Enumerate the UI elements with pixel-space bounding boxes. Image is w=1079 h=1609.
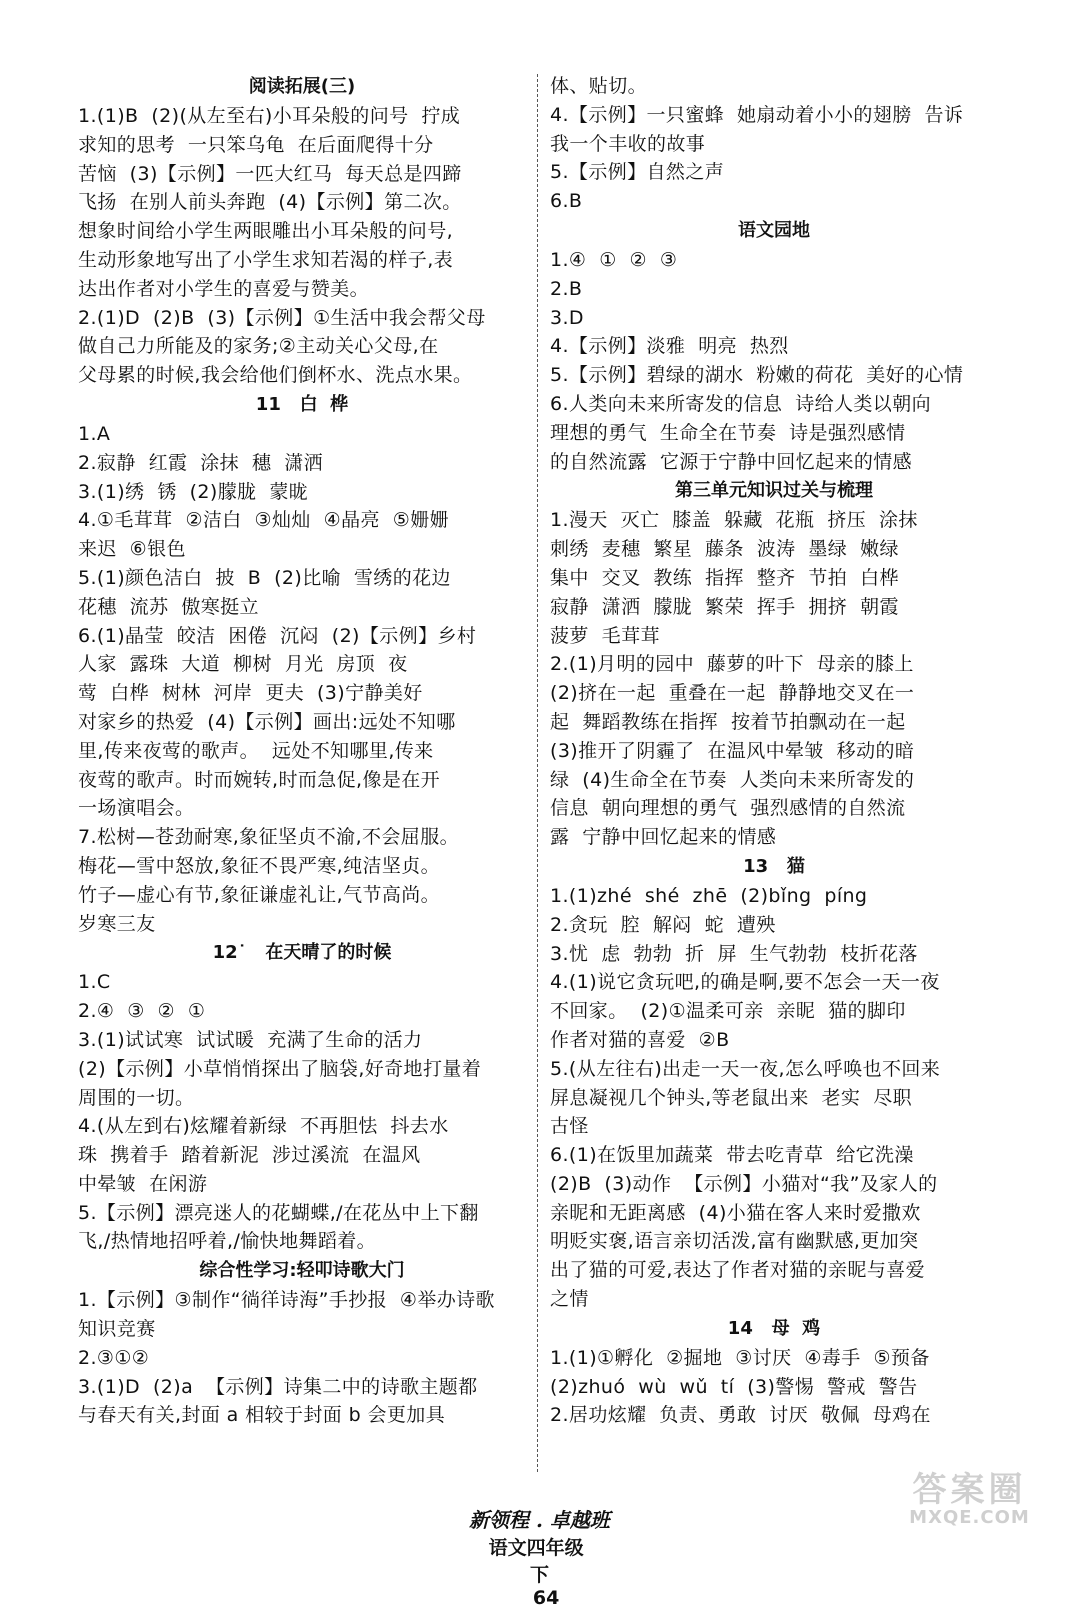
answer-line: 花穗 流苏 傲寒挺立 xyxy=(78,595,259,618)
answer-line: 4.(从左到右)炫耀着新绿 不再胆怯 抖去水 xyxy=(78,1115,449,1138)
answer-line: 3.D xyxy=(550,306,584,329)
answer-line: 我一个丰收的故事 xyxy=(550,132,706,155)
answer-line: (3)推开了阴霾了 在温风中晕皱 移动的暗 xyxy=(550,739,915,762)
answer-line: 中晕皱 在闲游 xyxy=(78,1172,208,1195)
answer-line: 做自己力所能及的家务;②主动关心父母,在 xyxy=(78,335,439,358)
answer-line: 1.(1)zhé shé zhē (2)bǐng píng xyxy=(550,884,868,907)
answer-line: 5.【示例】碧绿的湖水 粉嫩的荷花 美好的心情 xyxy=(550,364,964,387)
answer-line: 菠萝 毛茸茸 xyxy=(550,624,660,647)
answer-line: 飞扬 在别人前头奔跑 (4)【示例】第二次。 xyxy=(78,191,462,214)
answer-line: 3.(1)D (2)a 【示例】诗集二中的诗歌主题都 xyxy=(78,1375,478,1398)
section-heading: 语文园地 xyxy=(738,219,810,241)
answer-line: 6.(1)晶莹 皎洁 困倦 沉闷 (2)【示例】乡村 xyxy=(78,624,477,647)
section-heading: 14 母 鸡 xyxy=(727,1317,821,1339)
answer-line: 3.(1)绣 锈 (2)朦胧 蒙昽 xyxy=(78,480,309,503)
answer-line: 4.【示例】淡雅 明亮 热烈 xyxy=(550,335,789,358)
section-heading: 12˙ 在天晴了的时候 xyxy=(212,942,392,964)
answer-line: 2.贪玩 腔 解闷 蛇 遭殃 xyxy=(550,913,776,936)
left-column xyxy=(78,72,526,1430)
watermark-title: 答案圈 xyxy=(912,1470,1027,1510)
answer-line: 梅花—雪中怒放,象征不畏严寒,纯洁坚贞。 xyxy=(78,854,441,877)
answer-line: (2)【示例】小草悄悄探出了脑袋,好奇地打量着 xyxy=(78,1057,482,1080)
answer-line: 求知的思考 一只笨乌龟 在后面爬得十分 xyxy=(78,133,434,156)
answer-line: 古怪 xyxy=(550,1115,589,1138)
answer-line: 生动形象地写出了小学生求知若渴的样子,表 xyxy=(78,248,454,271)
footer-subject: 语文四年级 xyxy=(488,1537,584,1559)
section-heading: 13 猫 xyxy=(743,855,805,877)
answer-line: 不回家。 (2)①温柔可亲 亲昵 猫的脚印 xyxy=(550,1000,906,1023)
answer-line: 集中 交叉 教练 指挥 整齐 节拍 白桦 xyxy=(550,566,899,589)
answer-line: 寂静 潇洒 朦胧 繁荣 挥手 拥挤 朝霞 xyxy=(550,595,899,618)
answer-line: 绿 (4)生命全在节奏 人类向未来所寄发的 xyxy=(550,768,915,791)
answer-line: 作者对猫的喜爱 ②B xyxy=(550,1028,730,1051)
answer-line: 露 宁静中回忆起来的情感 xyxy=(550,826,777,849)
watermark-logo xyxy=(882,1472,1057,1530)
footer-volume: 下 xyxy=(529,1564,549,1586)
footer-brand: 新领程 . 卓越班 xyxy=(469,1508,610,1532)
answer-line: 2.寂静 红霞 涂抹 穗 潇洒 xyxy=(78,451,324,474)
section-heading: 综合性学习:轻叩诗歌大门 xyxy=(199,1260,405,1282)
answer-line: 1.C xyxy=(78,971,111,994)
section-heading: 阅读拓展(三) xyxy=(248,76,356,97)
answer-line: 知识竞赛 xyxy=(78,1318,156,1341)
answer-line: 1.漫天 灭亡 膝盖 躲藏 花瓶 挤压 涂抹 xyxy=(550,509,918,532)
answer-line: 刺绣 麦穗 繁星 藤条 波涛 墨绿 嫩绿 xyxy=(550,538,899,561)
section-heading: 第三单元知识过关与梳理 xyxy=(675,480,873,502)
answer-line: 1.(1)B (2)(从左至右)小耳朵般的问号 拧成 xyxy=(78,105,461,127)
answer-line: 4.①毛茸茸 ②洁白 ③灿灿 ④晶亮 ⑤姗姗 xyxy=(78,509,450,532)
answer-line: 想象时间给小学生两眼雕出小耳朵般的问号, xyxy=(78,220,454,243)
answer-line: 竹子—虚心有节,象征谦虚礼让,气节高尚。 xyxy=(78,883,441,906)
answer-line: 与春天有关,封面 a 相较于封面 b 会更加具 xyxy=(78,1404,446,1427)
answer-line: (2)zhuó wù wǔ tí (3)警惕 警戒 警告 xyxy=(550,1375,918,1398)
answer-line: 体、贴切。 xyxy=(550,75,648,97)
answer-line: 对家乡的热爱 (4)【示例】画出:远处不知哪 xyxy=(78,710,456,733)
answer-line: 莺 白桦 树林 河岸 更夫 (3)宁静美好 xyxy=(78,682,423,705)
section-heading: 11 白 桦 xyxy=(255,393,349,415)
answer-line: 亲昵和无距离感 (4)小猫在客人来时爱撒欢 xyxy=(550,1201,921,1224)
answer-line: 起 舞蹈教练在指挥 按着节拍飘动在一起 xyxy=(550,710,906,733)
answer-line: 6.(1)在饭里加蔬菜 带去吃青草 给它洗澡 xyxy=(550,1144,914,1167)
answer-line: 一场演唱会。 xyxy=(78,797,195,820)
answer-line: 6.B xyxy=(550,190,583,213)
answer-line: 2.B xyxy=(550,277,583,300)
answer-line: 4.【示例】一只蜜蜂 她扇动着小小的翅膀 告诉 xyxy=(550,103,964,126)
answer-line: 信息 朝向理想的勇气 强烈感情的自然流 xyxy=(550,797,906,820)
answer-line: (2)B (3)动作 【示例】小猫对“我”及家人的 xyxy=(550,1172,938,1195)
answer-line: 飞,/热情地招呼着,/愉快地舞蹈着。 xyxy=(78,1230,377,1253)
answer-line: 里,传来夜莺的歌声。 远处不知哪里,传来 xyxy=(78,739,434,762)
answer-line: 1.④ ① ② ③ xyxy=(550,248,678,271)
answer-line: 出了猫的可爱,表达了作者对猫的亲昵与喜爱 xyxy=(550,1259,926,1282)
answer-line: 珠 携着手 踏着新泥 涉过溪流 在温风 xyxy=(78,1144,421,1167)
answer-line: 2.(1)月明的园中 藤萝的叶下 母亲的膝上 xyxy=(550,653,914,676)
answer-line: 5.【示例】自然之声 xyxy=(550,161,725,184)
answer-line: 1.【示例】③制作“徜徉诗海”手抄报 ④举办诗歌 xyxy=(78,1289,495,1312)
answer-line: 5.【示例】漂亮迷人的花蝴蝶,/在花丛中上下翻 xyxy=(78,1201,479,1224)
answer-line: 6.人类向未来所寄发的信息 诗给人类以朝向 xyxy=(550,392,932,415)
answer-line: 5.(从左往右)出走一天一夜,怎么呼唤也不回来 xyxy=(550,1057,941,1080)
answer-line: 1.(1)①孵化 ②掘地 ③讨厌 ④毒手 ⑤预备 xyxy=(550,1346,930,1369)
page-number: 64 xyxy=(532,1587,560,1609)
answer-line: 明贬实褒,语言亲切活泼,富有幽默感,更加突 xyxy=(550,1230,919,1253)
answer-line: 夜莺的歌声。时而婉转,时而急促,像是在开 xyxy=(78,768,441,791)
answer-line: 达出作者对小学生的喜爱与赞美。 xyxy=(78,277,370,300)
answer-line: 2.③①② xyxy=(78,1346,150,1369)
answer-line: 苦恼 (3)【示例】一匹大红马 每天总是四蹄 xyxy=(78,162,462,185)
answer-line: 1.A xyxy=(78,422,111,445)
answer-line: 父母累的时候,我会给他们倒杯水、洗点水果。 xyxy=(78,364,473,387)
answer-line: 理想的勇气 生命全在节奏 诗是强烈感情 xyxy=(550,421,906,444)
answer-line: 2.④ ③ ② ① xyxy=(78,1000,206,1023)
answer-line: 人家 露珠 大道 柳树 月光 房顶 夜 xyxy=(78,653,408,676)
column-divider xyxy=(537,74,538,1472)
answer-line: 屏息凝视几个钟头,等老鼠出来 老实 尽职 xyxy=(550,1086,912,1109)
watermark-url: MXQE.COM xyxy=(909,1507,1030,1528)
answer-line: 周围的一切。 xyxy=(78,1086,195,1109)
answer-line: (2)挤在一起 重叠在一起 静静地交叉在一 xyxy=(550,682,915,705)
answer-line: 5.(1)颜色洁白 披 B (2)比喻 雪绣的花边 xyxy=(78,566,451,589)
answer-line: 3.(1)试试寒 试试暖 充满了生命的活力 xyxy=(78,1028,423,1051)
answer-line: 4.(1)说它贪玩吧,的确是啊,要不怎会一天一夜 xyxy=(550,971,940,994)
answer-line: 的自然流露 它源于宁静中回忆起来的情感 xyxy=(550,450,913,473)
answer-line: 2.(1)D (2)B (3)【示例】①生活中我会帮父母 xyxy=(78,306,486,329)
answer-line: 3.忧 虑 勃勃 折 屏 生气勃勃 枝折花落 xyxy=(550,942,918,965)
answer-line: 之情 xyxy=(550,1288,589,1311)
answer-line: 岁寒三友 xyxy=(78,912,156,935)
answer-line: 2.居功炫耀 负责、勇敢 讨厌 敬佩 母鸡在 xyxy=(550,1404,931,1427)
answer-line: 来迟 ⑥银色 xyxy=(78,538,186,561)
answer-line: 7.松树—苍劲耐寒,象征坚贞不渝,不会屈服。 xyxy=(78,826,460,849)
right-column xyxy=(550,72,998,1430)
